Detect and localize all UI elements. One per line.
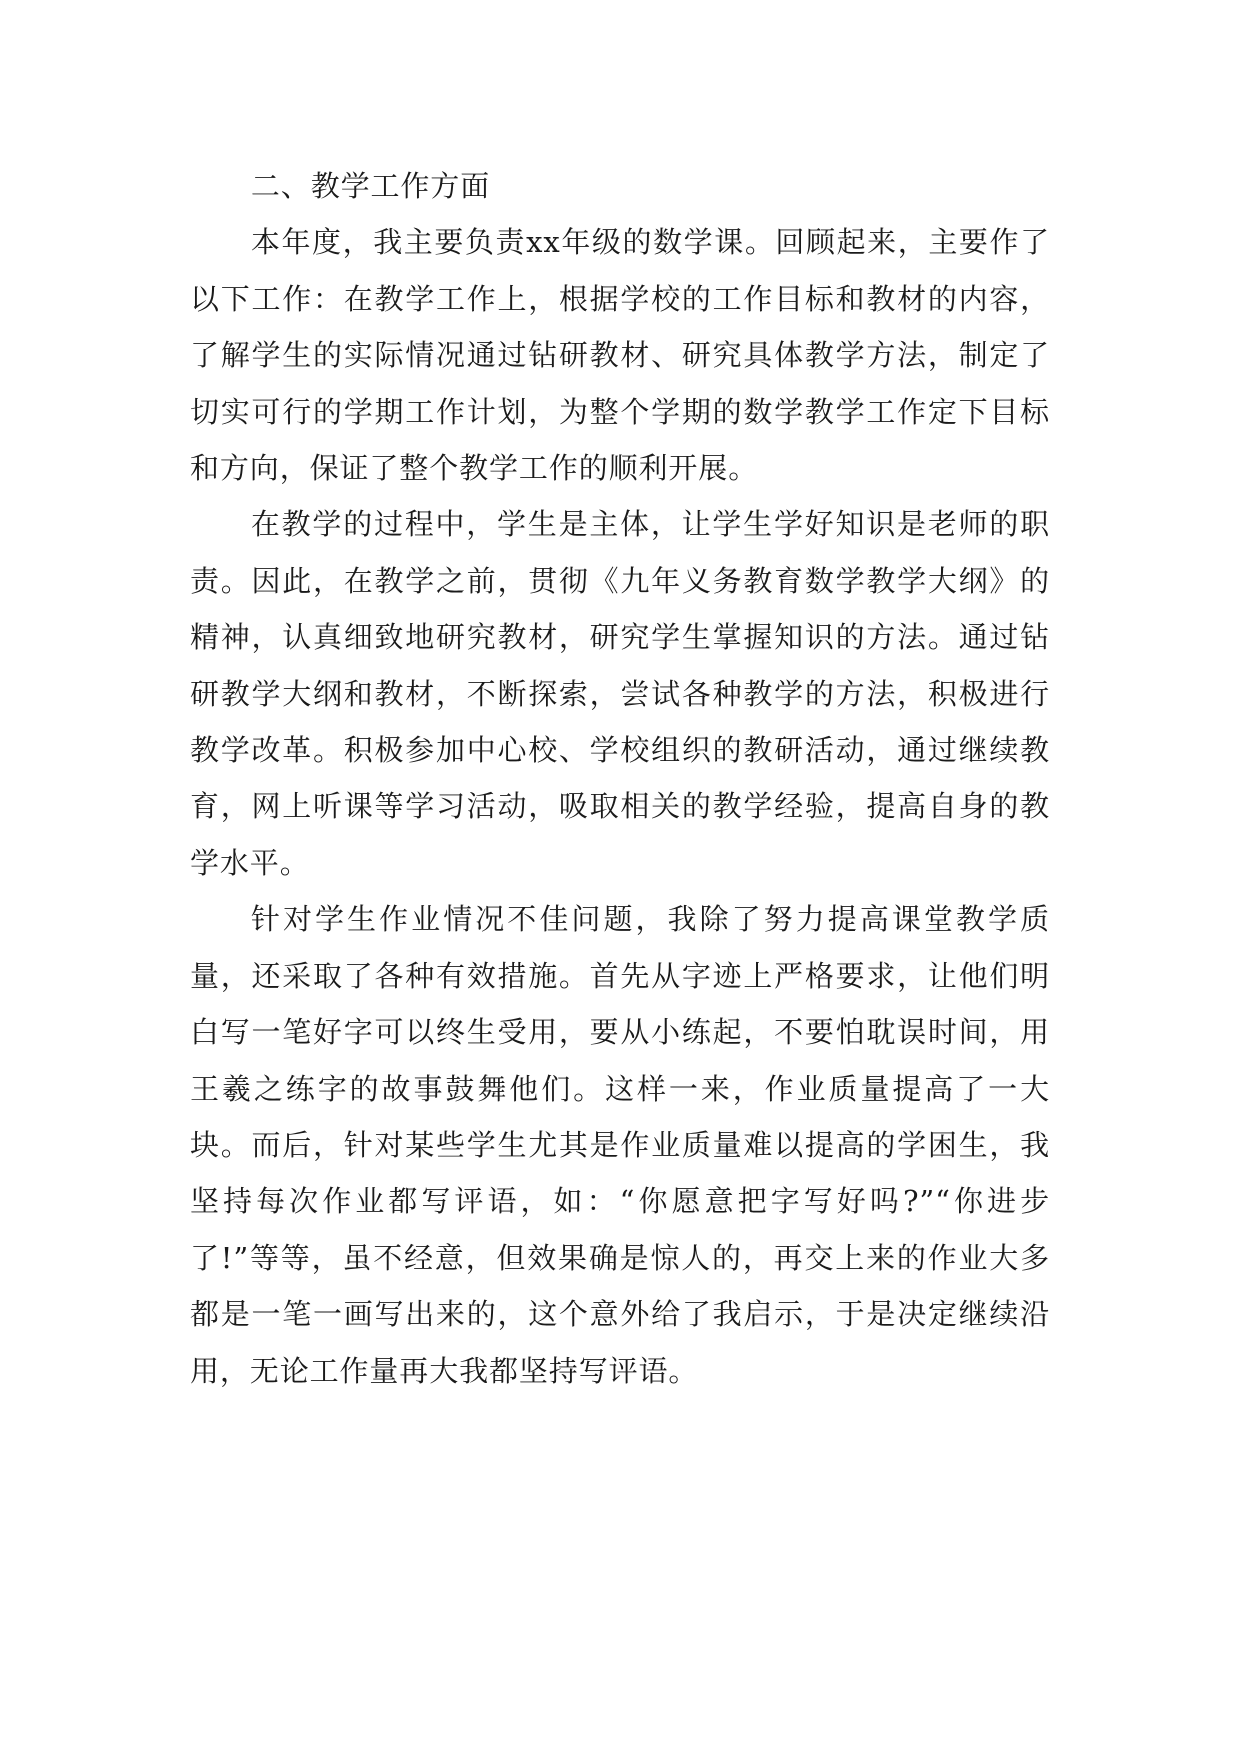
paragraph-workload: 本年度，我主要负责xx年级的数学课。回顾起来，主要作了以下工作：在教学工作上，根据学校的工作目标和教材的内容，了解学生的实际情况通过钻研教材、研究具体教学方法，制定了切实可行的学期工作计划，为整个学期的数学教学工作定下目标和方向，保证了整个教学工作的顺利开展。: [190, 225, 1050, 486]
paragraph-homework: 针对学生作业情况不佳问题，我除了努力提高课堂教学质量，还采取了各种有效措施。首先从字迹上严格要求，让他们明白写一笔好字可以终生受用，要从小练起，不要怕耽误时间，用王羲之练字的故事鼓舞他们。这样一来，作业质量提高了一大块。而后，针对某些学生尤其是作业质量难以提高的学困生，我坚持每次作业都写评语，如：“你愿意把字写好吗?”“你进步了!”等等，虽不经意，但效果确是惊人的，再交上来的作业大多都是一笔一画写出来的，这个意外给了我启示，于是决定继续沿用，无论工作量再大我都坚持写评语。: [190, 902, 1050, 1388]
document-body: [190, 158, 1050, 1399]
section-heading: 二、教学工作方面: [250, 169, 491, 203]
paragraph-teaching-process: 在教学的过程中，学生是主体，让学生学好知识是老师的职责。因此，在教学之前，贯彻《九年义务教育数学教学大纲》的精神，认真细致地研究教材，研究学生掌握知识的方法。通过钻研教学大纲和教材，不断探索，尝试各种教学的方法，积极进行教学改革。积极参加中心校、学校组织的教研活动，通过继续教育，网上听课等学习活动，吸取相关的教学经验，提高自身的教学水平。: [190, 507, 1050, 880]
